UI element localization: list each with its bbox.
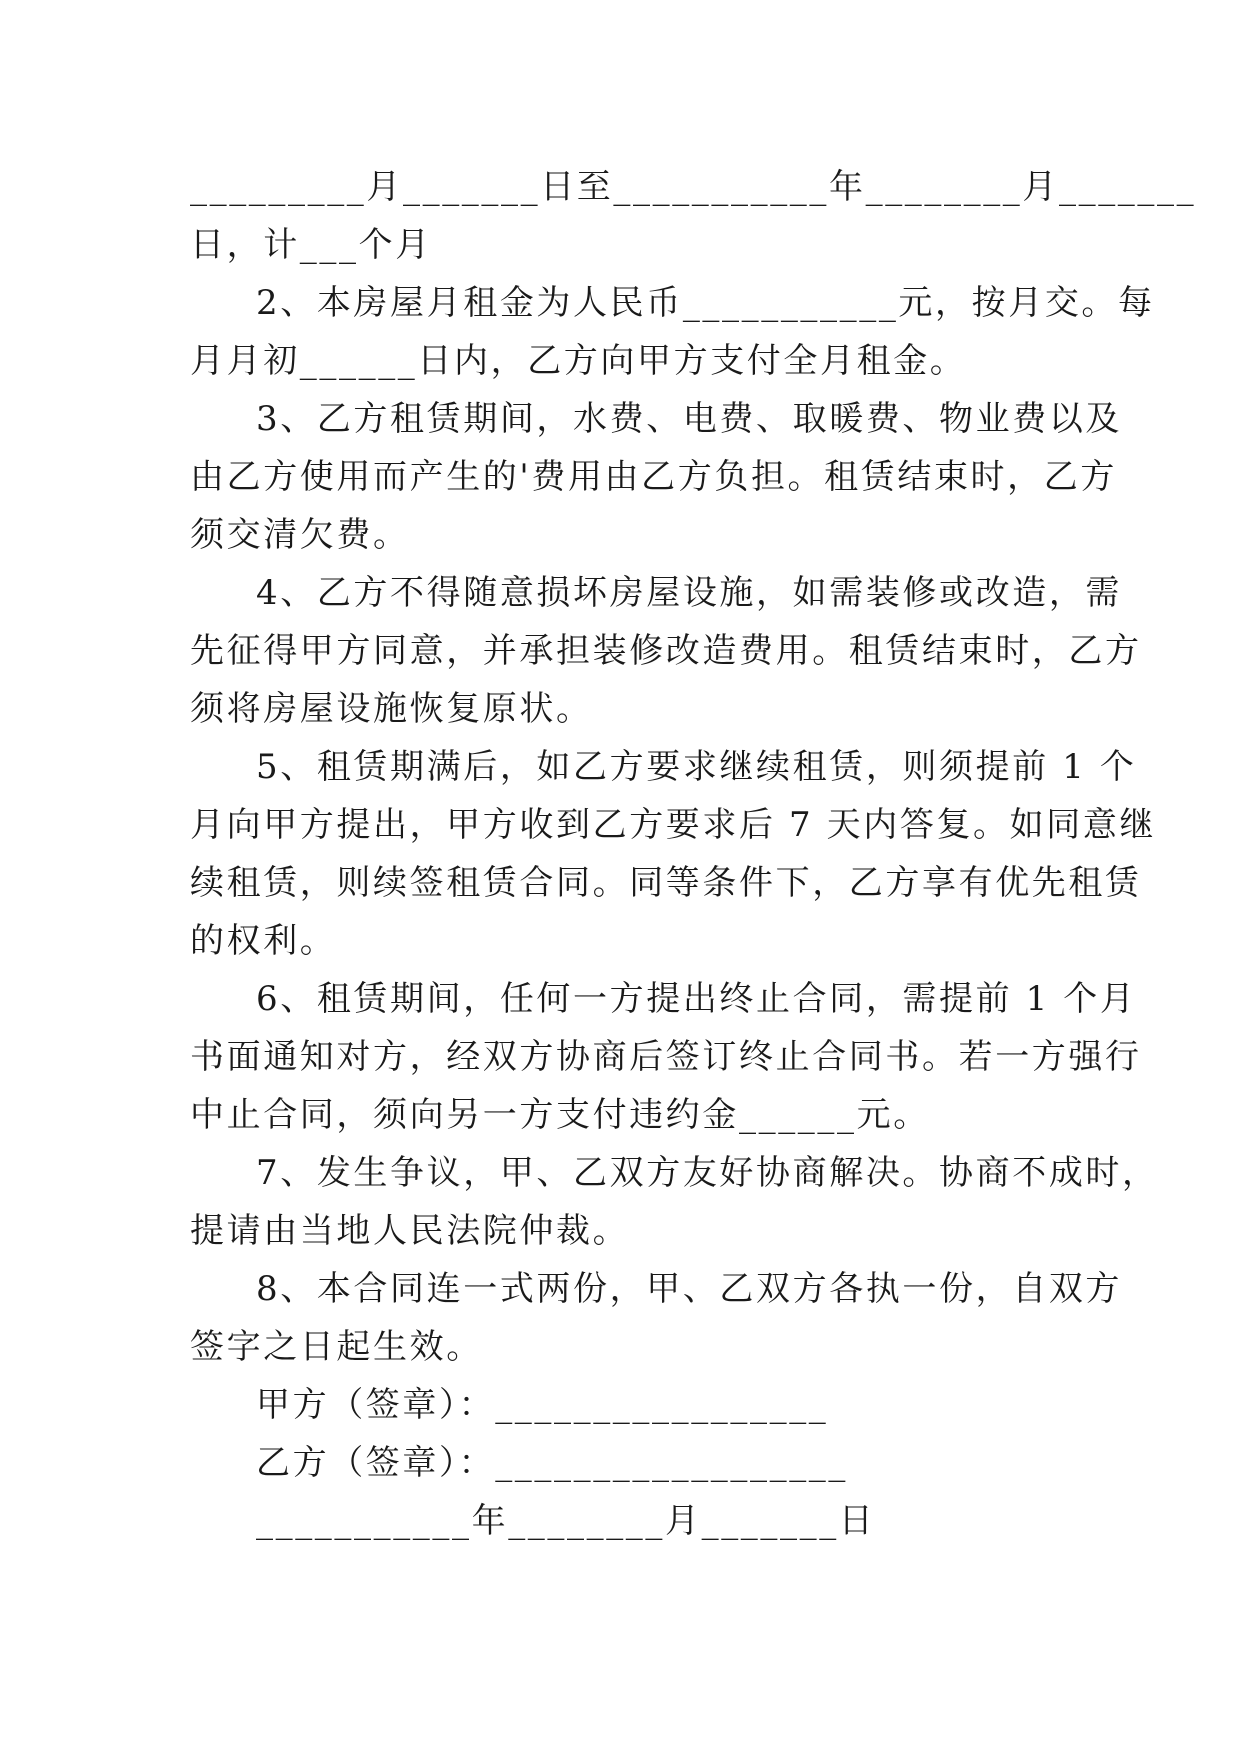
clause-5-line-2: 月向甲方提出，甲方收到乙方要求后 7 天内答复。如同意继 (190, 805, 1157, 845)
clause-6-line-2: 书面通知对方，经双方协商后签订终止合同书。若一方强行 (190, 1037, 1142, 1077)
clause-5-line-1: 5、租赁期满后，如乙方要求继续租赁，则须提前 1 个 (256, 747, 1137, 787)
clause-2-line-1: 2、本房屋月租金为人民币___________元，按月交。每 (256, 283, 1155, 323)
party-a-signature-line: 甲方（签章）：_________________ (256, 1385, 829, 1425)
clause-6-line-3: 中止合同，须向另一方支付违约金______元。 (190, 1095, 930, 1135)
clause-6-line-1: 6、租赁期间，任何一方提出终止合同，需提前 1 个月 (256, 979, 1137, 1019)
clause-5-line-3: 续租赁，则续签租赁合同。同等条件下，乙方享有优先租赁 (190, 863, 1142, 903)
clause-4-line-1: 4、乙方不得随意损坏房屋设施，如需装修或改造，需 (256, 573, 1123, 613)
clause-8-line-1: 8、本合同连一式两份，甲、乙双方各执一份，自双方 (256, 1269, 1123, 1309)
party-b-signature-line: 乙方（签章）：__________________ (256, 1443, 848, 1483)
clause-4-line-3: 须将房屋设施恢复原状。 (190, 689, 593, 729)
clause-2-line-2: 月月初______日内，乙方向甲方支付全月租金。 (190, 341, 967, 381)
clause-3-line-2: 由乙方使用而产生的'费用由乙方负担。租赁结束时，乙方 (190, 457, 1117, 497)
date-range-end-line: 日，计___个月 (190, 225, 432, 265)
date-range-line: _________月_______日至___________年________月_______ (190, 167, 1197, 207)
clause-7-line-2: 提请由当地人民法院仲裁。 (190, 1211, 630, 1251)
clause-3-line-1: 3、乙方租赁期间，水费、电费、取暖费、物业费以及 (256, 399, 1123, 439)
signing-date-line: ___________年________月_______日 (256, 1501, 876, 1541)
clause-3-line-3: 须交清欠费。 (190, 515, 410, 555)
clause-8-line-2: 签字之日起生效。 (190, 1327, 483, 1367)
contract-page (190, 158, 1197, 1550)
clause-5-line-4: 的权利。 (190, 921, 337, 961)
clause-4-line-2: 先征得甲方同意，并承担装修改造费用。租赁结束时，乙方 (190, 631, 1142, 671)
clause-7-line-1: 7、发生争议，甲、乙双方友好协商解决。协商不成时， (256, 1153, 1159, 1193)
